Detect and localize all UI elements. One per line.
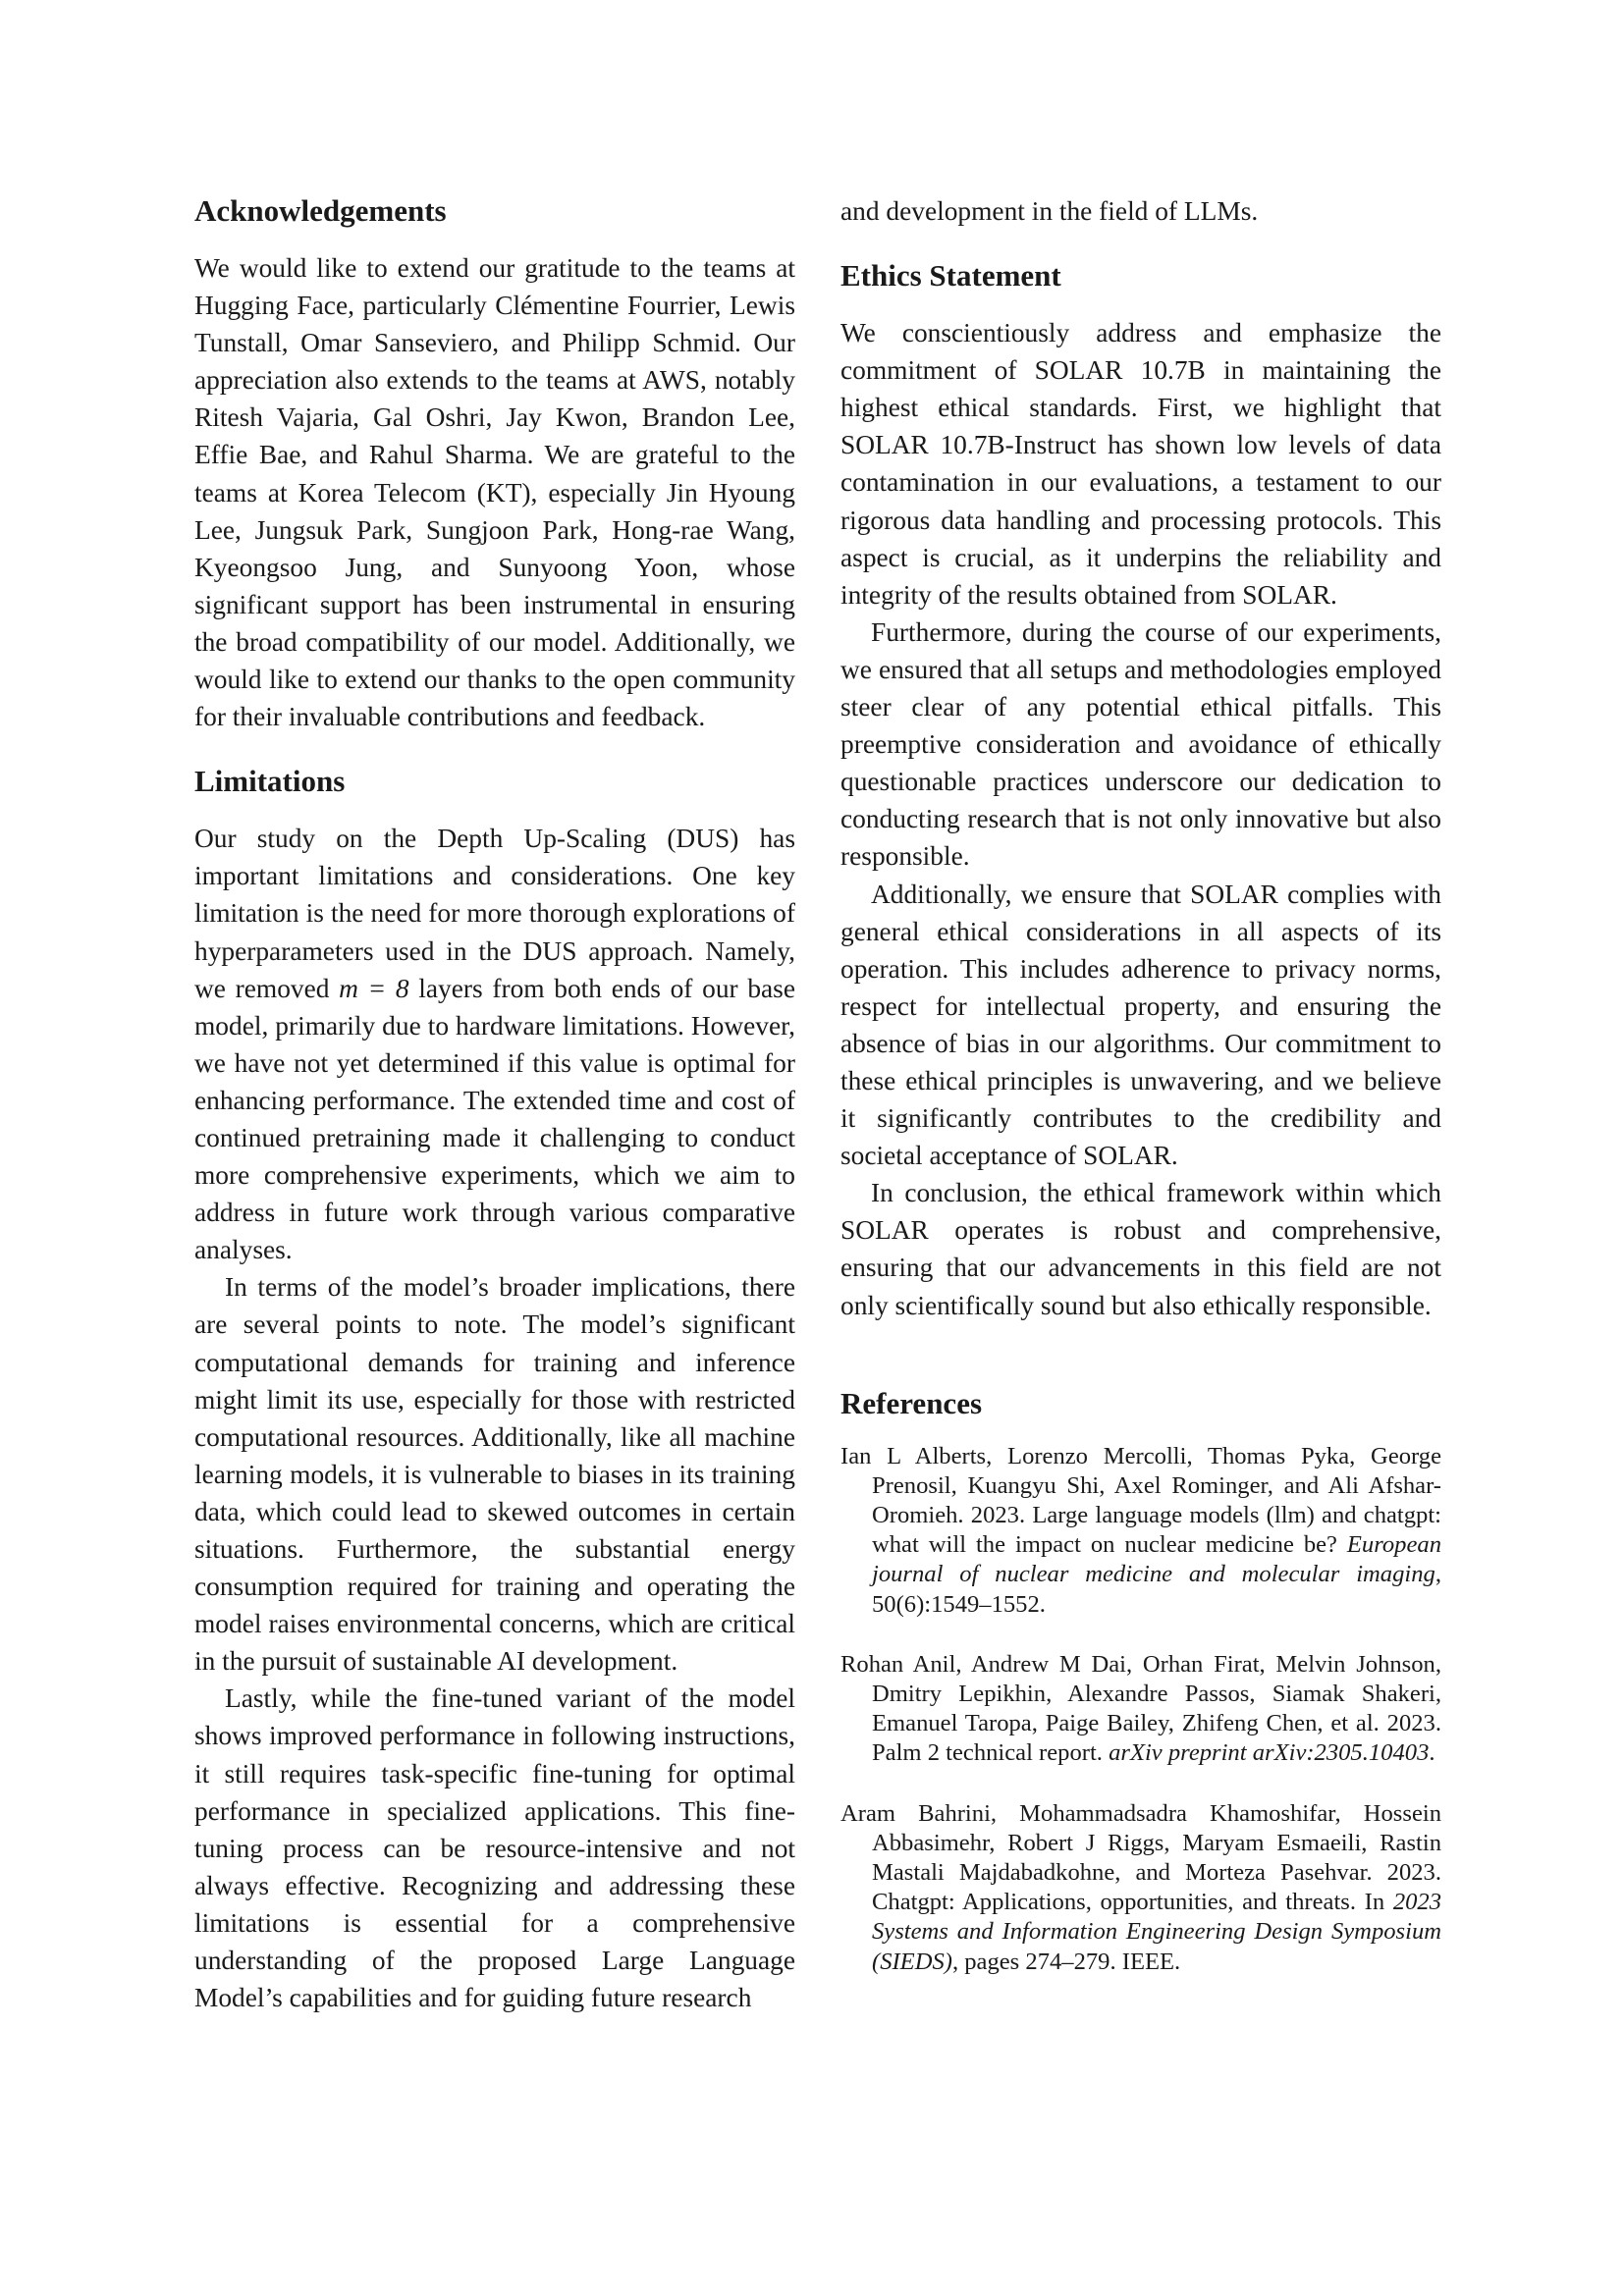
reference-details: , pages 274–279. IEEE. xyxy=(951,1948,1181,1975)
limitations-paragraph-1 xyxy=(194,820,795,1268)
ethics-heading: Ethics Statement xyxy=(840,258,1061,294)
reference-venue: arXiv preprint arXiv:2305.10403 xyxy=(1109,1739,1430,1767)
reference-item xyxy=(840,1442,1441,1620)
limitations-heading: Limitations xyxy=(194,764,346,799)
limitations-paragraph-3: Lastly, while the fine-tuned variant of the model shows improved performance in following instructions, it still requires task-specific fine-tuning for optimal performance in specialized applications. This fine-tuning process can be resource-intensive and not always effective. Recognizing and addressing these limitations is essential for a comprehensive understanding of the proposed Large Language Model’s capabilities and for guiding future research xyxy=(194,1683,795,2013)
inline-math: m = 8 xyxy=(339,973,409,1003)
acknowledgements-heading: Acknowledgements xyxy=(194,193,447,228)
ethics-section xyxy=(840,257,1441,1324)
references-section xyxy=(840,1385,1441,1977)
reference-authors-title: Rohan Anil, Andrew M Dai, Orhan Firat, Melvin Johnson, Dmitry Lepikhin, Alexandre Passos, Siamak Shakeri, Emanuel Taropa, Paige Bailey, Zhifeng Chen, et al. 2023. Palm 2 technical report. xyxy=(840,1650,1441,1767)
limitations-paragraph-3-continued: and development in the field of LLMs. xyxy=(840,196,1259,226)
limitations-paragraph-2: In terms of the model’s broader implications, there are several points to note. The model’s significant computational demands for training and inference might limit its use, especially for those with restricted computational resources. Additionally, like all machine learning models, it is vulnerable to biases in its training data, which could lead to skewed outcomes in certain situations. Furthermore, the substantial energy consumption required for training and operating the model raises environmental concerns, which are critical in the pursuit of sustainable AI development. xyxy=(194,1272,795,1677)
limitations-paragraph-1-text-b: layers from both ends of our base model, primarily due to hardware limitations. However, we have not yet determined if this value is optimal for enhancing performance. The extended time and cost of continued pretraining made it challenging to conduct more comprehensive experiments, which we aim to address in future work through various comparative analyses. xyxy=(194,973,796,1265)
reference-authors-title: Ian L Alberts, Lorenzo Mercolli, Thomas Pyka, George Prenosil, Kuangyu Shi, Axel Rominger, and Ali Afshar-Oromieh. 2023. Large language models (llm) and chatgpt: what will the impact on nuclear medicine be? xyxy=(840,1442,1441,1559)
ethics-paragraph-3: Additionally, we ensure that SOLAR complies with general ethical considerations in all aspects of its operation. This includes adherence to privacy norms, respect for intellectual property, and ensuring the absence of bias in our algorithms. Our commitment to these ethical principles is unwavering, and we believe it significantly contributes to the credibility and societal acceptance of SOLAR. xyxy=(840,879,1441,1171)
acknowledgements-section xyxy=(194,192,795,735)
reference-venue: 2023 Systems and Information Engineering Design Symposium (SIEDS) xyxy=(872,1889,1441,1975)
reference-details: . xyxy=(1429,1739,1435,1767)
limitations-paragraph-1-text-a: Our study on the Depth Up-Scaling (DUS) has important limitations and considerations. One key limitation is the need for more thorough explorations of hyperparameters used in the DUS approach. Namely, we removed xyxy=(194,824,795,1003)
reference-venue: European journal of nuclear medicine and molecular imaging xyxy=(872,1531,1441,1588)
reference-item xyxy=(840,1799,1441,1977)
reference-item xyxy=(840,1650,1441,1769)
left-column xyxy=(194,192,795,2016)
acknowledgements-paragraph: We would like to extend our gratitude to the teams at Hugging Face, particularly Clémentine Fourrier, Lewis Tunstall, Omar Sanseviero, and Philipp Schmid. Our appreciation also extends to the teams at AWS, notably Ritesh Vajaria, Gal Oshri, Jay Kwon, Brandon Lee, Effie Bae, and Rahul Sharma. We are grateful to the teams at Korea Telecom (KT), especially Jin Hyoung Lee, Jungsuk Park, Sungjoon Park, Hong-rae Wang, Kyeongsoo Jung, and Sunyoong Yoon, whose significant support has been instrumental in ensuring the broad compatibility of our model. Additionally, we would like to extend our thanks to the open community for their invaluable contributions and feedback. xyxy=(194,253,795,732)
reference-authors-title: Aram Bahrini, Mohammadsadra Khamoshifar, Hossein Abbasimehr, Robert J Riggs, Maryam Esmaeili, Rastin Mastali Majdabadkohne, and Morteza Pasehvar. 2023. Chatgpt: Applications, opportunities, and threats. In xyxy=(840,1799,1441,1916)
reference-details: , 50(6):1549–1552. xyxy=(872,1561,1441,1618)
references-heading: References xyxy=(840,1385,983,1420)
ethics-paragraph-4: In conclusion, the ethical framework within which SOLAR operates is robust and comprehensive, ensuring that our advancements in this field are not only scientifically sound but also ethically responsible. xyxy=(840,1178,1441,1320)
ethics-paragraph-2: Furthermore, during the course of our experiments, we ensured that all setups and methodologies employed steer clear of any potential ethical pitfalls. This preemptive consideration and avoidance of ethically questionable practices underscore our dedication to conducting research that is not only innovative but also responsible. xyxy=(840,616,1441,872)
limitations-section xyxy=(194,763,795,2016)
right-column xyxy=(840,192,1441,2007)
ethics-paragraph-1: We conscientiously address and emphasize the commitment of SOLAR 10.7B in maintaining the highest ethical standards. First, we highlight that SOLAR 10.7B-Instruct has shown low levels of data contamination in our evaluations, a testament to our rigorous data handling and processing protocols. This aspect is crucial, as it underpins the reliability and integrity of the results obtained from SOLAR. xyxy=(840,318,1441,610)
